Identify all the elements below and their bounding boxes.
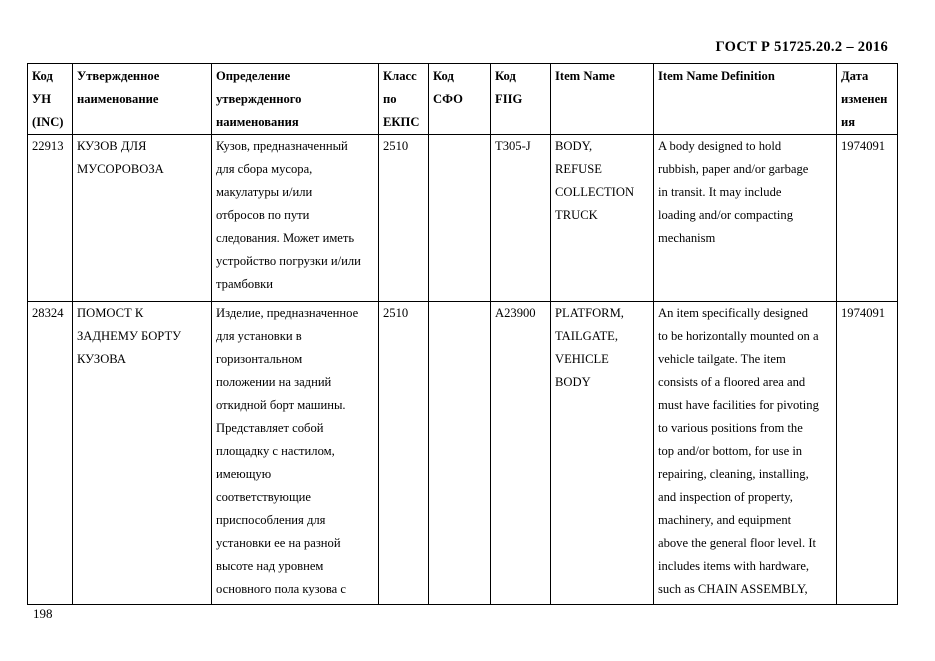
col-header-inc: Код УН (INC) — [28, 64, 73, 135]
cell-sfo — [429, 302, 491, 605]
cell-item-definition: An item specifically designed to be horizontally mounted on a vehicle tailgate. The item consists of a floored area and must have facilities for pivoting to various positions from the top and/or bottom, for use in repairing, cleaning, installing, and inspection of property, machinery, and equipment above the general floor level. It includes items with hardware, such as CHAIN ASSEMBLY, — [654, 302, 837, 605]
cell-class: 2510 — [379, 135, 429, 302]
col-header-fiig: Код FIIG — [491, 64, 551, 135]
page-number: 198 — [33, 606, 53, 621]
col-header-sfo: Код СФО — [429, 64, 491, 135]
col-header-class: Класс по ЕКПС — [379, 64, 429, 135]
cell-definition: Изделие, предназначенное для установки в горизонтальном положении на задний откидной борт машины. Представляет собой площадку с настилом, имеющую соответствующие приспособления для установки ее на разной высоте над уровнем основного пола кузова с — [212, 302, 379, 605]
cell-approved-name: КУЗОВ ДЛЯ МУСОРОВОЗА — [73, 135, 212, 302]
col-header-date: Дата изменен ия — [837, 64, 898, 135]
cell-inc: 22913 — [28, 135, 73, 302]
cell-fiig: A23900 — [491, 302, 551, 605]
cell-approved-name: ПОМОСТ К ЗАДНЕМУ БОРТУ КУЗОВА — [73, 302, 212, 605]
cell-date: 1974091 — [837, 302, 898, 605]
inc-table — [27, 63, 898, 605]
cell-fiig: T305-J — [491, 135, 551, 302]
cell-class: 2510 — [379, 302, 429, 605]
col-header-definition: Определение утвержденного наименования — [212, 64, 379, 135]
document-standard-title: ГОСТ Р 51725.20.2 – 2016 — [715, 39, 888, 55]
cell-item-name: BODY, REFUSE COLLECTION TRUCK — [551, 135, 654, 302]
cell-item-name: PLATFORM, TAILGATE, VEHICLE BODY — [551, 302, 654, 605]
cell-inc: 28324 — [28, 302, 73, 605]
cell-item-definition: A body designed to hold rubbish, paper and/or garbage in transit. It may include loading and/or compacting mechanism — [654, 135, 837, 302]
table-row — [28, 302, 898, 605]
col-header-approved-name: Утвержденное наименование — [73, 64, 212, 135]
col-header-item-name: Item Name — [551, 64, 654, 135]
table-header-row — [28, 64, 898, 135]
cell-date: 1974091 — [837, 135, 898, 302]
table-row — [28, 135, 898, 302]
cell-sfo — [429, 135, 491, 302]
cell-definition: Кузов, предназначенный для сбора мусора, макулатуры и/или отбросов по пути следования. Может иметь устройство погрузки и/или трамбовки — [212, 135, 379, 302]
col-header-item-definition: Item Name Definition — [654, 64, 837, 135]
